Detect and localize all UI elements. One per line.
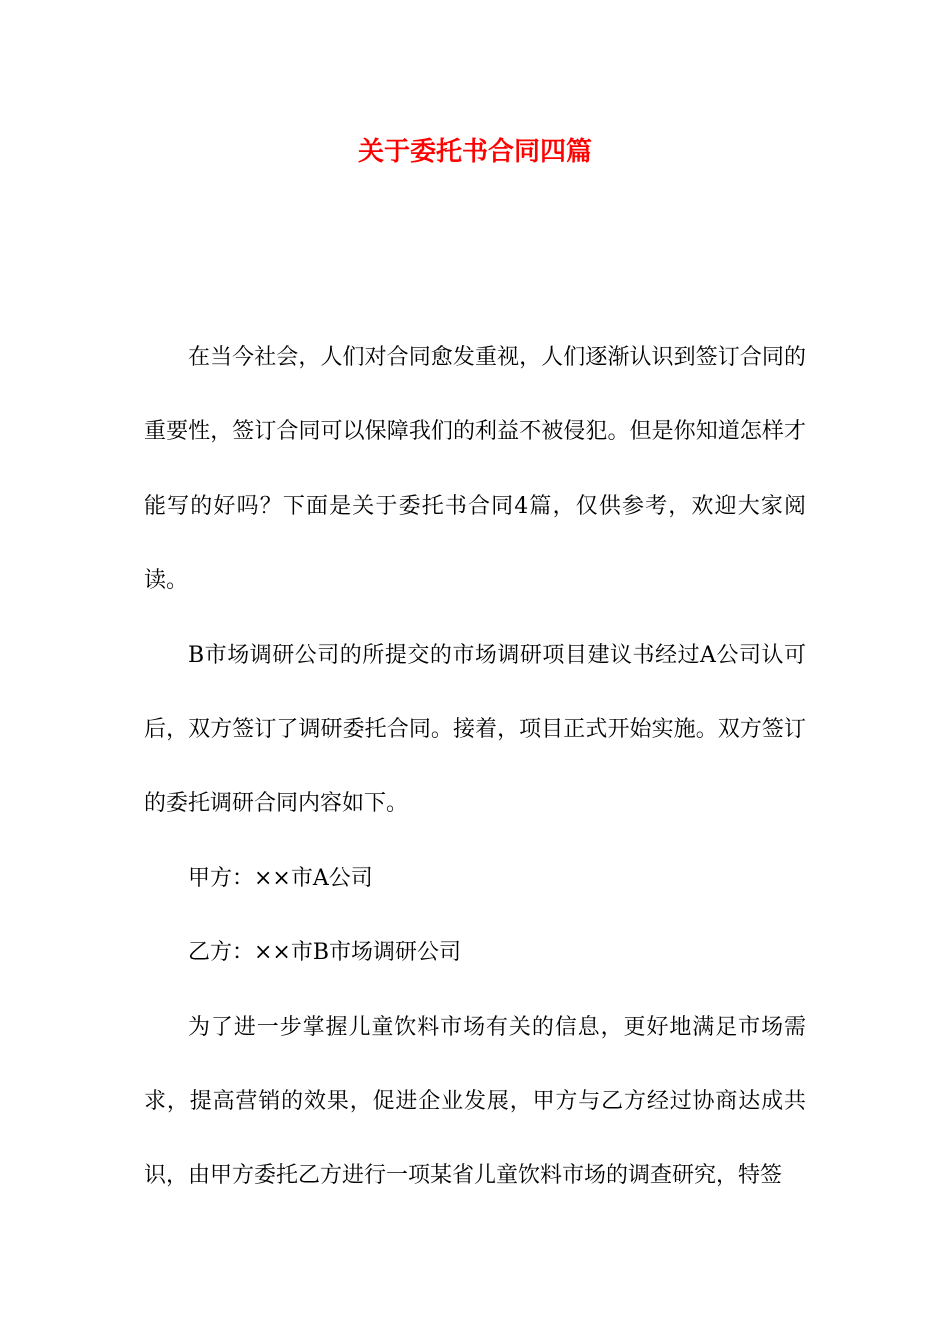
paragraph-party-a: 甲方：××市A公司 [188, 865, 373, 891]
paragraph-purpose: 为了进一步掌握儿童饮料市场有关的信息，更好地满足市场需求，提高营销的效果，促进企业发展，甲方与乙方经过协商达成共识，由甲方委托乙方进行一项某省儿童饮料市场的调查研究，特签 [144, 1014, 806, 1189]
paragraph-intro: 在当今社会，人们对合同愈发重视，人们逐渐认识到签订合同的重要性，签订合同可以保障我们的利益不被侵犯。但是你知道怎样才能写的好吗？下面是关于委托书合同4篇，仅供参考，欢迎大家阅读。 [144, 345, 806, 594]
document-body [144, 321, 806, 1214]
paragraph-background: B市场调研公司的所提交的市场调研项目建议书经过A公司认可后，双方签订了调研委托合同。接着，项目正式开始实施。双方签订的委托调研合同内容如下。 [144, 642, 806, 817]
paragraph-party-b: 乙方：××市B市场调研公司 [188, 940, 462, 966]
document-title: 关于委托书合同四篇 [357, 137, 592, 167]
